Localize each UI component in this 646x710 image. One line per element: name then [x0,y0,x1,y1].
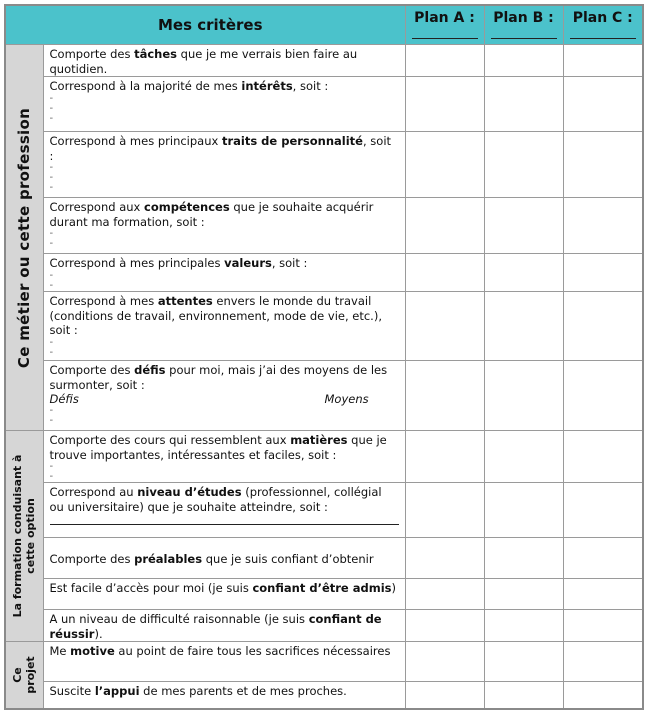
plan-c-cell[interactable] [563,538,643,579]
plan-b-cell[interactable] [484,431,563,483]
plan-a-cell[interactable] [405,45,484,77]
plan-b-cell[interactable] [484,538,563,579]
plan-a-cell[interactable] [405,361,484,431]
table-row [5,361,643,431]
criterion-cell: Me motive au point de faire tous les sacrifices nécessaires [43,642,405,682]
criterion-cell: Correspond au niveau d’études (professionnel, collégial ou universitaire) que je souhaite atteindre, soit : [43,483,405,538]
plan-c-cell[interactable] [563,77,643,132]
plan-b-cell[interactable] [484,483,563,538]
table-row [5,682,643,709]
table-row [5,610,643,642]
table-row [5,431,643,483]
plan-c-cell[interactable] [563,132,643,198]
criterion-cell: Correspond à la majorité de mes intérêts, soit : - - - [43,77,405,132]
table-row [5,538,643,579]
table-row [5,483,643,538]
table-row [5,292,643,361]
plan-b-cell[interactable] [484,198,563,254]
criterion-cell: Correspond à mes attentes envers le monde du travail (conditions de travail, environnement, mode de vie, etc.), soit : - - [43,292,405,361]
criteria-header: Mes critères [5,5,405,45]
plan-a-blank[interactable] [412,28,478,39]
criterion-cell: Correspond à mes principaux traits de personnalité, soit : - - - [43,132,405,198]
plan-c-cell[interactable] [563,45,643,77]
plan-c-cell[interactable] [563,682,643,709]
plan-b-cell[interactable] [484,292,563,361]
plan-a-cell[interactable] [405,682,484,709]
criterion-cell: Correspond à mes principales valeurs, soit : - - [43,254,405,292]
plan-a-header: Plan A : [405,5,484,45]
criterion-cell: A un niveau de difficulté raisonnable (je suis confiant de réussir). [43,610,405,642]
plan-a-cell[interactable] [405,132,484,198]
criterion-cell: Suscite l’appui de mes parents et de mes proches. [43,682,405,709]
criterion-cell: Correspond aux compétences que je souhaite acquérir durant ma formation, soit : - - [43,198,405,254]
plan-b-cell[interactable] [484,642,563,682]
plan-c-cell[interactable] [563,610,643,642]
table-row [5,642,643,682]
criterion-cell: Est facile d’accès pour moi (je suis confiant d’être admis) [43,579,405,610]
criterion-cell: Comporte des défis pour moi, mais j’ai des moyens de les surmonter, soit : Défis Moyens - - [43,361,405,431]
plan-c-cell[interactable] [563,431,643,483]
plan-b-cell[interactable] [484,682,563,709]
section-metier: Ce métier ou cette profession [5,45,43,431]
plan-a-cell[interactable] [405,579,484,610]
plan-b-cell[interactable] [484,132,563,198]
table-row [5,579,643,610]
plan-a-cell[interactable] [405,292,484,361]
table-row [5,198,643,254]
plan-c-header: Plan C : [563,5,643,45]
criterion-cell: Comporte des tâches que je me verrais bien faire au quotidien. [43,45,405,77]
plan-a-cell[interactable] [405,483,484,538]
plan-c-cell[interactable] [563,483,643,538]
plan-b-cell[interactable] [484,254,563,292]
table-row [5,254,643,292]
plan-a-cell[interactable] [405,198,484,254]
section-projet: Ce projet [5,642,43,709]
plan-c-cell[interactable] [563,579,643,610]
table-row [5,132,643,198]
plan-b-cell[interactable] [484,77,563,132]
plan-b-blank[interactable] [491,28,557,39]
answer-line[interactable] [50,524,399,525]
plan-b-cell[interactable] [484,610,563,642]
plan-c-cell[interactable] [563,254,643,292]
plan-b-cell[interactable] [484,579,563,610]
plan-c-cell[interactable] [563,642,643,682]
plan-a-cell[interactable] [405,538,484,579]
plan-a-cell[interactable] [405,254,484,292]
plan-c-cell[interactable] [563,361,643,431]
plan-b-cell[interactable] [484,361,563,431]
plan-a-cell[interactable] [405,610,484,642]
table-row [5,45,643,77]
plan-c-cell[interactable] [563,292,643,361]
section-formation: La formation conduisant à cette option [5,431,43,642]
defis-moyens-labels: Défis Moyens [49,392,369,406]
plan-a-cell[interactable] [405,642,484,682]
plan-c-cell[interactable] [563,198,643,254]
criterion-cell: Comporte des cours qui ressemblent aux matières que je trouve importantes, intéressantes et faciles, soit : - - [43,431,405,483]
plan-b-cell[interactable] [484,45,563,77]
plan-b-header: Plan B : [484,5,563,45]
criteria-table [4,4,644,710]
criterion-cell: Comporte des préalables que je suis confiant d’obtenir [43,538,405,579]
plan-c-blank[interactable] [570,28,636,39]
plan-a-cell[interactable] [405,77,484,132]
table-row [5,77,643,132]
plan-a-cell[interactable] [405,431,484,483]
